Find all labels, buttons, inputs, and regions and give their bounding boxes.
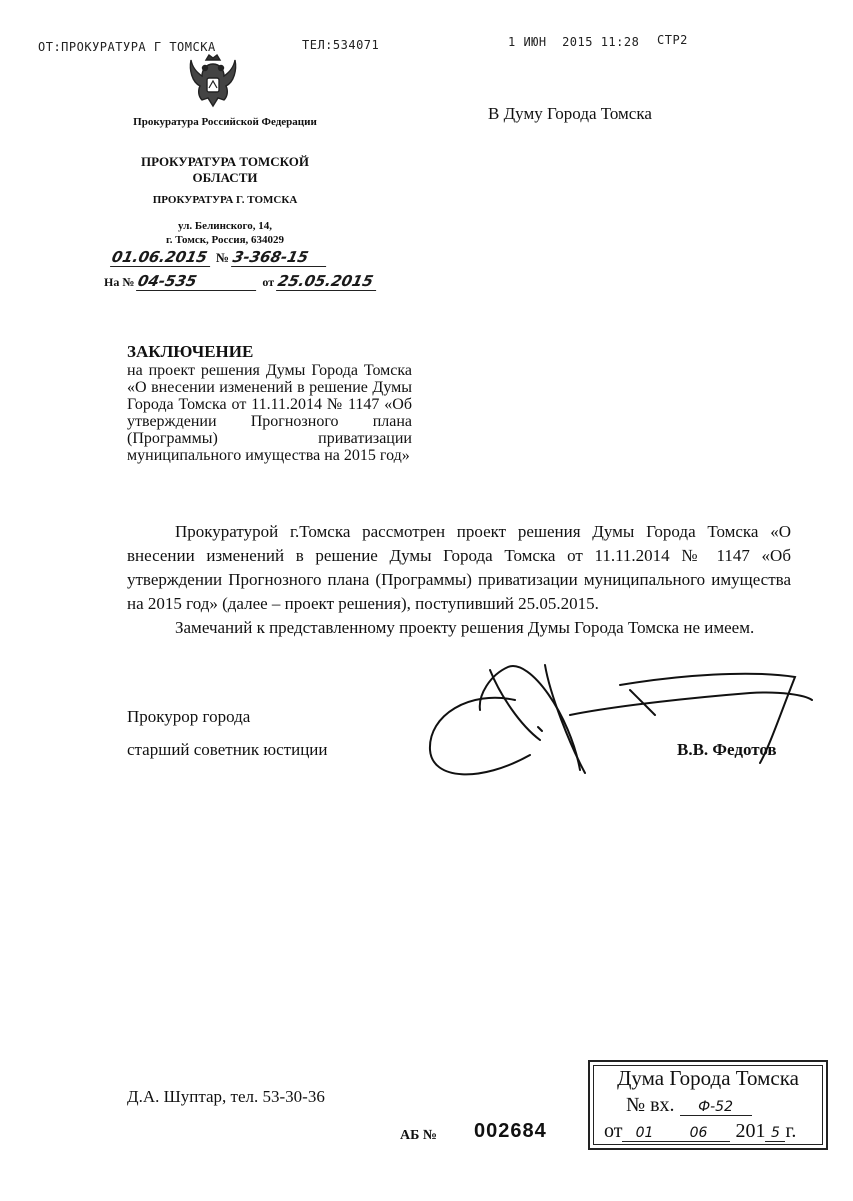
outgoing-registration <box>112 248 337 267</box>
executor-contact: Д.А. Шуптар, тел. 53-30-36 <box>127 1087 325 1106</box>
document-subject: на проект решения Думы Города Томска «О внесении изменений в решение Думы Города Томска от 11.11.2014 № 1147 «Об утверждении Прогнозного плана (Программы) приватизации муниципального имущества на 2015 год» <box>127 362 412 464</box>
signatory-rank: старший советник юстиции <box>127 740 328 759</box>
stamp-in-number: Ф-52 <box>680 1099 752 1116</box>
ref-number: 04-535 <box>136 272 260 291</box>
document-title: ЗАКЛЮЧЕНИЕ <box>127 342 254 361</box>
org-city: ПРОКУРАТУРА Г. ТОМСКА <box>152 194 298 206</box>
fax-phone: ТЕЛ:534071 <box>302 38 380 52</box>
ref-label: На № <box>104 275 135 289</box>
stamp-year-unit: г. <box>785 1120 797 1142</box>
recipient: В Думу Города Томска <box>488 104 652 123</box>
sender-address <box>130 219 320 248</box>
form-number: 002684 <box>474 1120 547 1142</box>
org-federation: Прокуратура Российской Федерации <box>133 116 317 128</box>
stamp-from-label: от <box>604 1120 623 1142</box>
stamp-date-row <box>604 1120 796 1143</box>
stamp-month: 06 <box>666 1125 730 1142</box>
address-street: ул. Белинского, 14, <box>178 220 272 232</box>
body-paragraph-2: Замечаний к представленному проекту решения Думы Города Томска не имеем. <box>175 618 755 637</box>
handwritten-signature <box>420 655 820 790</box>
stamp-day: 01 <box>622 1125 666 1142</box>
document-heading <box>127 343 412 464</box>
org-region: ПРОКУРАТУРА ТОМСКОЙ ОБЛАСТИ <box>140 154 310 186</box>
body-paragraph-1: Прокуратурой г.Томска рассмотрен проект решения Думы Города Томска «О внесении изменений в решение Думы Города Томска от 11.11.2014 № 1147 «Об утверждении Прогнозного плана (Программы) приватизации муниципального имущества на 2015 год» (далее – проект решения), поступивший 25.05.2015. <box>127 522 791 613</box>
coat-of-arms-icon <box>188 52 238 110</box>
stamp-year-suffix: 5 <box>765 1125 785 1142</box>
stamp-incoming-row <box>626 1094 752 1117</box>
stamp-year-prefix: 201 <box>735 1120 766 1142</box>
stamp-title: Дума Города Томска <box>617 1066 799 1090</box>
address-city: г. Томск, Россия, 634029 <box>165 234 285 247</box>
form-number-label: АБ № <box>400 1128 437 1143</box>
fax-datetime: 1 ИЮН 2015 11:28 <box>508 35 640 49</box>
reference-registration <box>104 272 414 291</box>
reg-num-sign: № <box>216 250 230 265</box>
document-body <box>127 520 791 640</box>
fax-from: ОТ:ПРОКУРАТУРА Г ТОМСКА <box>38 40 216 54</box>
reg-date: 01.06.2015 <box>110 248 214 267</box>
fax-page: СТР2 <box>657 33 688 47</box>
ref-date: 25.05.2015 <box>276 272 380 291</box>
stamp-in-label: № вх. <box>626 1094 675 1116</box>
signatory-name: В.В. Федотов <box>677 740 777 759</box>
incoming-stamp <box>588 1060 828 1150</box>
reg-number: 3-368-15 <box>231 248 330 267</box>
ref-from-label: от <box>262 275 275 289</box>
signatory-title: Прокурор города <box>127 707 251 726</box>
